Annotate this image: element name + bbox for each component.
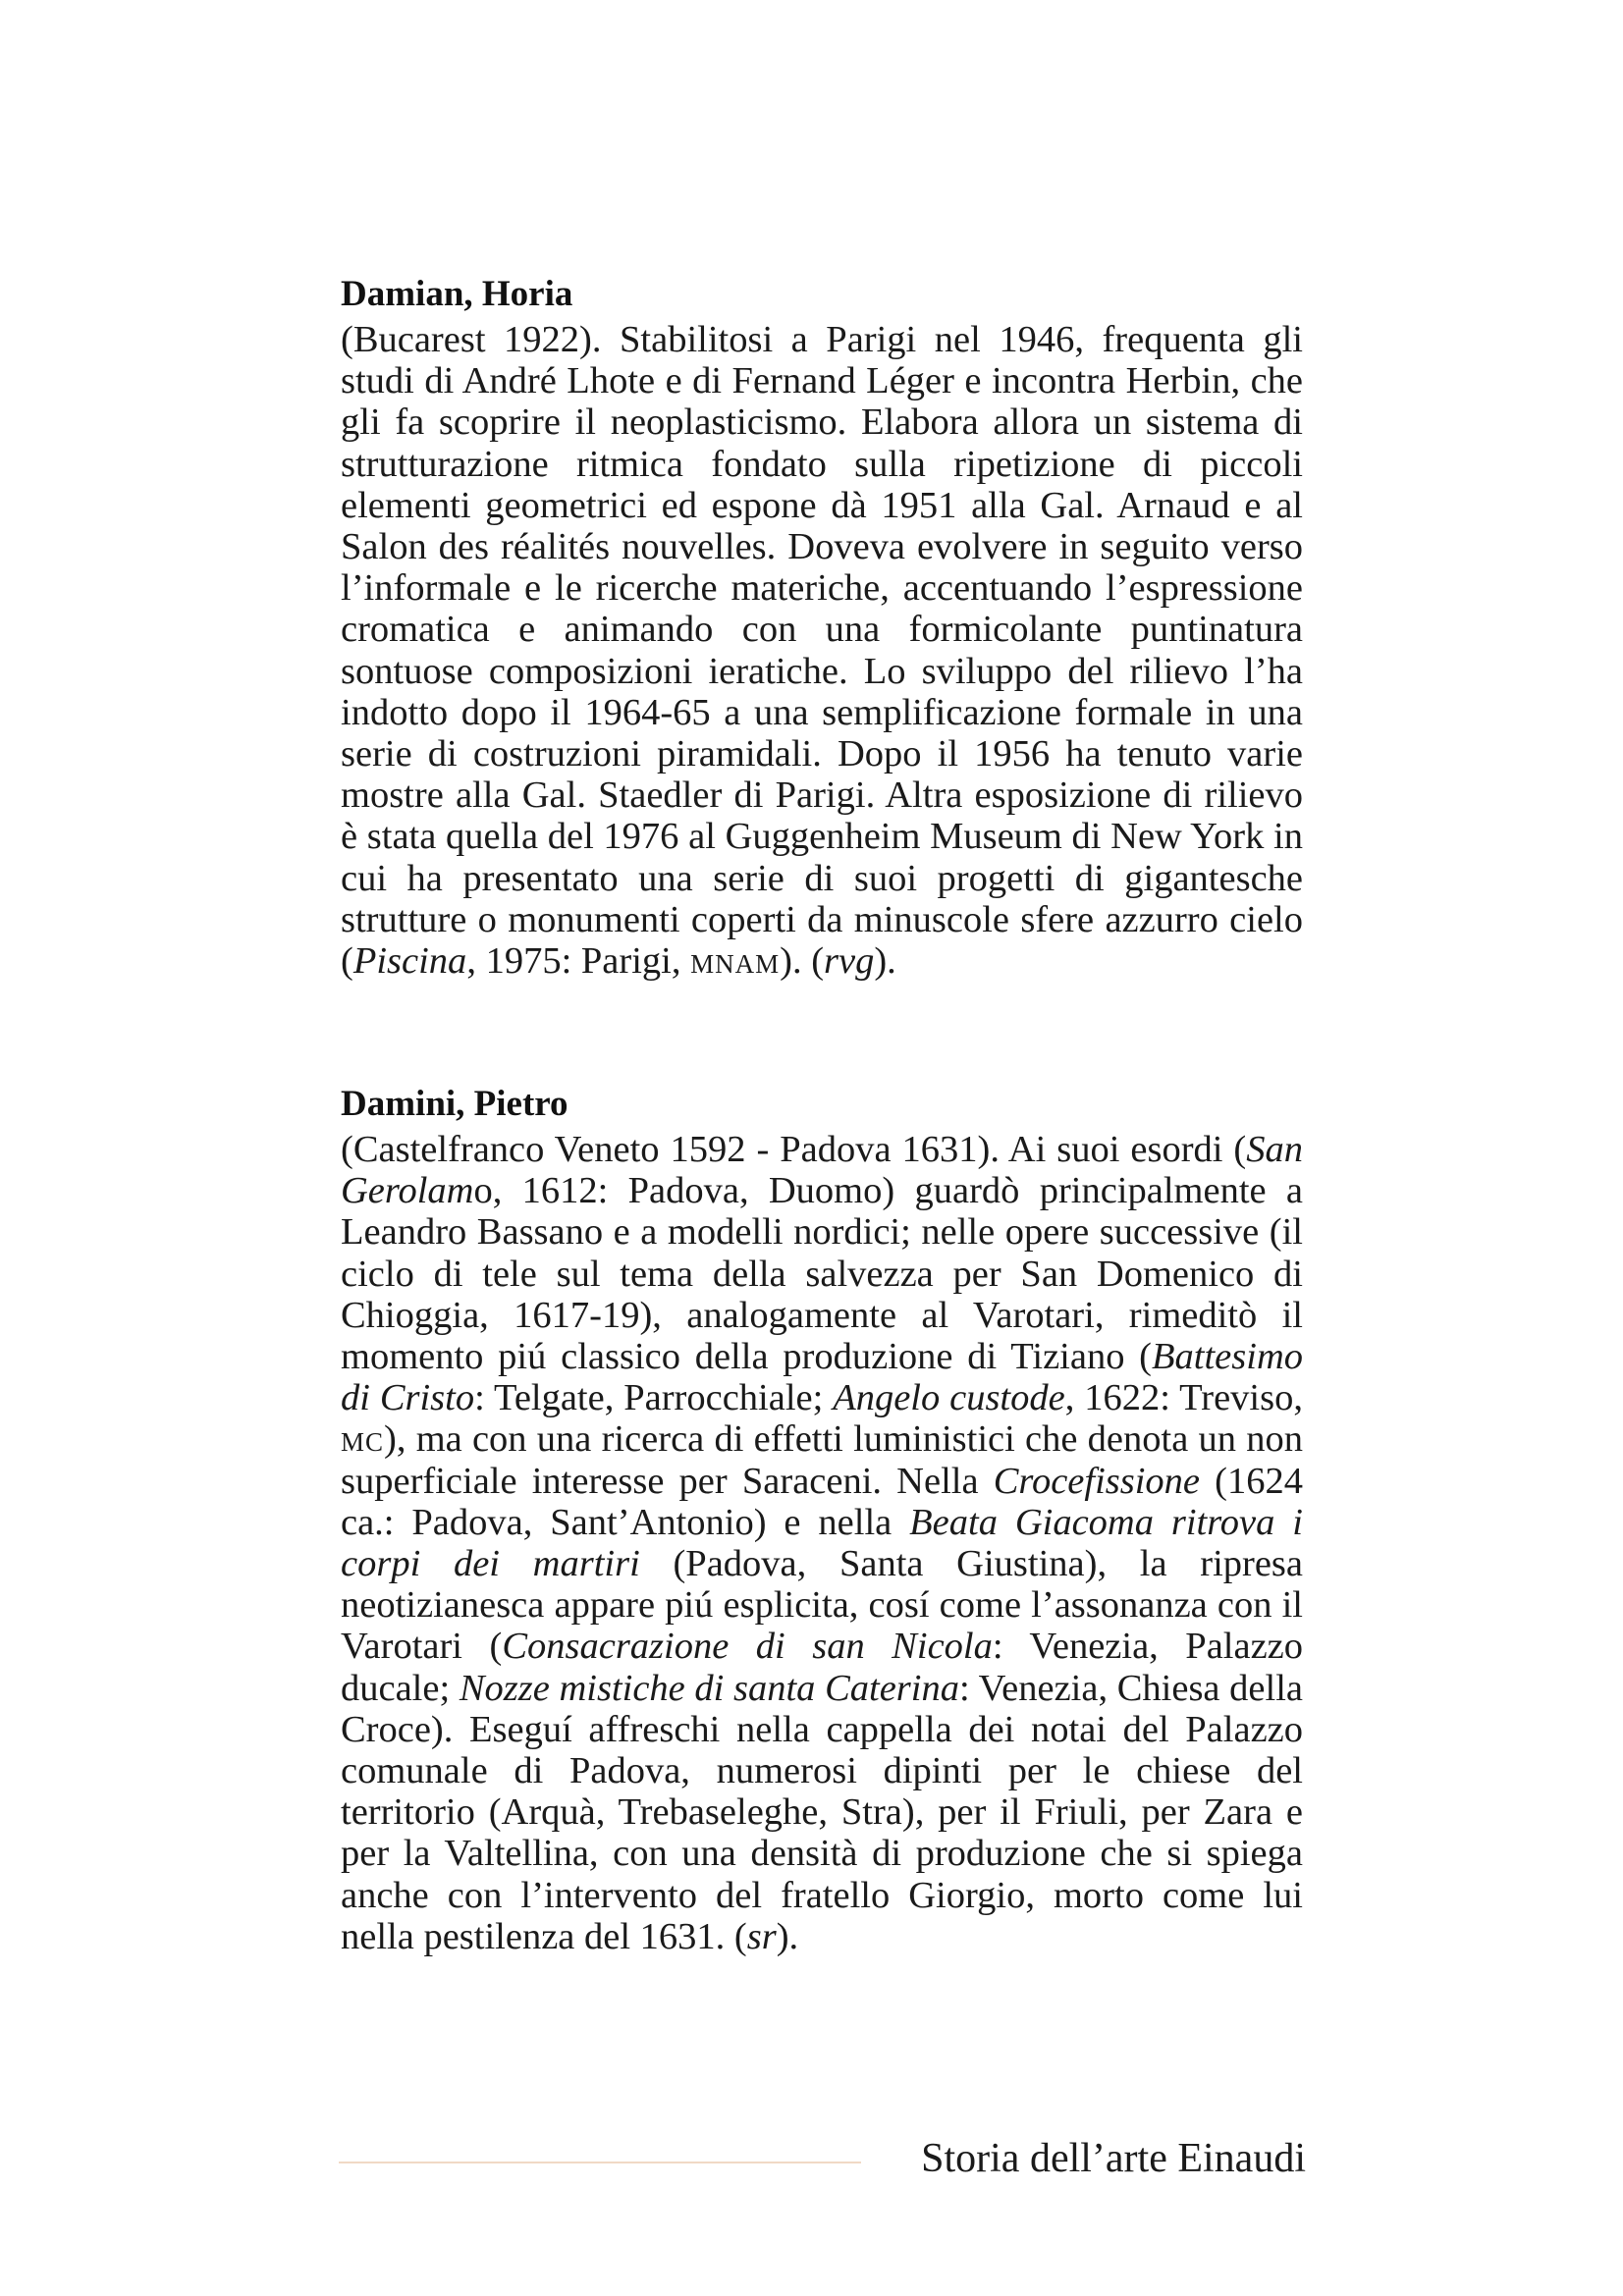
italic-text: Nozze mistiche di santa Caterina <box>459 1667 959 1709</box>
body-text-run: (Padova, Santa Giustina), la ripresa neotizianesca appare piú esplicita, cosí come l’assonanza con il Varotari ( <box>341 1543 1303 1668</box>
footer-rule <box>339 2162 861 2163</box>
body-text-run: (1624 ca.: Padova, Sant’Antonio) e nella <box>341 1460 1304 1543</box>
body-text-run: : Venezia, Palazzo ducale; <box>341 1626 1303 1709</box>
italic-text: rvg <box>824 940 875 983</box>
small-caps-text: mnam <box>690 940 781 983</box>
italic-text: Consacrazione di san Nicola <box>502 1626 993 1668</box>
entry-damini-pietro <box>341 1083 1303 1957</box>
entry-heading: Damian, Horia <box>341 274 573 314</box>
small-caps-text: mc <box>341 1418 385 1461</box>
body-text-run: (Bucarest 1922). Stabilitosi a Parigi nel 1946, frequenta gli studi di André Lhote e di Fernand Léger e incontra Herbin, che gli fa scoprire il neoplasticismo. Elabora allora un sistema di strutturazione ritmica fondato sulla ripetizione di piccoli elementi geometrici ed espone dà 1951 alla Gal. Arnaud e al Salon des réalités nouvelles. Doveva evolvere in seguito verso l’informale e le ricerche materiche, accentuando l’espressione cromatica e animando con una formicolante puntinatura sontuose composizioni ieratiche. Lo sviluppo del rilievo l’ha indotto dopo il 1964-65 a una semplificazione formale in una serie di costruzioni piramidali. Dopo il 1956 ha tenuto varie mostre alla Gal. Staedler di Parigi. Altra esposizione di rilievo è stata quella del 1976 al Guggenheim Museum di New York in cui ha presentato una serie di suoi progetti di gigantesche strutture o monumenti coperti da minuscole sfere azzurro cielo ( <box>341 319 1303 983</box>
italic-text: Battesimo di Cristo <box>341 1336 1303 1419</box>
body-text-run: ), ma con una ricerca di effetti luministici che denota un non superficiale interesse per Saraceni. Nella <box>341 1418 1303 1502</box>
entry-body <box>341 319 1303 982</box>
footer-title: Storia dell’arte Einaudi <box>921 2136 1306 2181</box>
body-text-run: : Venezia, Chiesa della Croce). Eseguí affreschi nella cappella dei notai del Palazzo comunale di Padova, numerosi dipinti per le chiese del territorio (Arquà, Trebaseleghe, Stra), per il Friuli, per Zara e per la Valtellina, con una densità di produzione che si spiega anche con l’intervento del fratello Giorgio, morto come lui nella pestilenza del 1631. ( <box>341 1667 1303 1957</box>
body-text-run: ). ( <box>780 940 825 983</box>
italic-text: San Gerolam <box>341 1129 1303 1212</box>
body-text-run: : Telgate, Parrocchiale; <box>474 1377 834 1419</box>
italic-text: sr <box>746 1915 777 1957</box>
entry-body <box>341 1129 1303 1957</box>
italic-text: Piscina <box>352 940 467 983</box>
body-text-run: ). <box>776 1915 799 1957</box>
italic-text: Crocefissione <box>993 1460 1201 1502</box>
body-text-run: , 1975: Parigi, <box>466 940 691 983</box>
body-text-run: ). <box>874 940 896 983</box>
italic-text: Beata Giacoma ritrova i corpi dei martiri <box>341 1501 1303 1585</box>
entry-damian-horia <box>341 273 1303 982</box>
entry-heading: Damini, Pietro <box>341 1084 568 1124</box>
body-text-run: o, 1612: Padova, Duomo) guardò principalmente a Leandro Bassano e a modelli nordici; nelle opere successive (il ciclo di tele sul tema della salvezza per San Domenico di Chioggia, 1617-19), analogamente al Varotari, rimeditò il momento piú classico della produzione di Tiziano ( <box>341 1170 1303 1378</box>
italic-text: Angelo custode <box>833 1377 1065 1419</box>
body-text-run: , 1622: Treviso, <box>1064 1377 1303 1419</box>
body-text-run: (Castelfranco Veneto 1592 - Padova 1631). Ai suoi esordi ( <box>341 1129 1247 1170</box>
